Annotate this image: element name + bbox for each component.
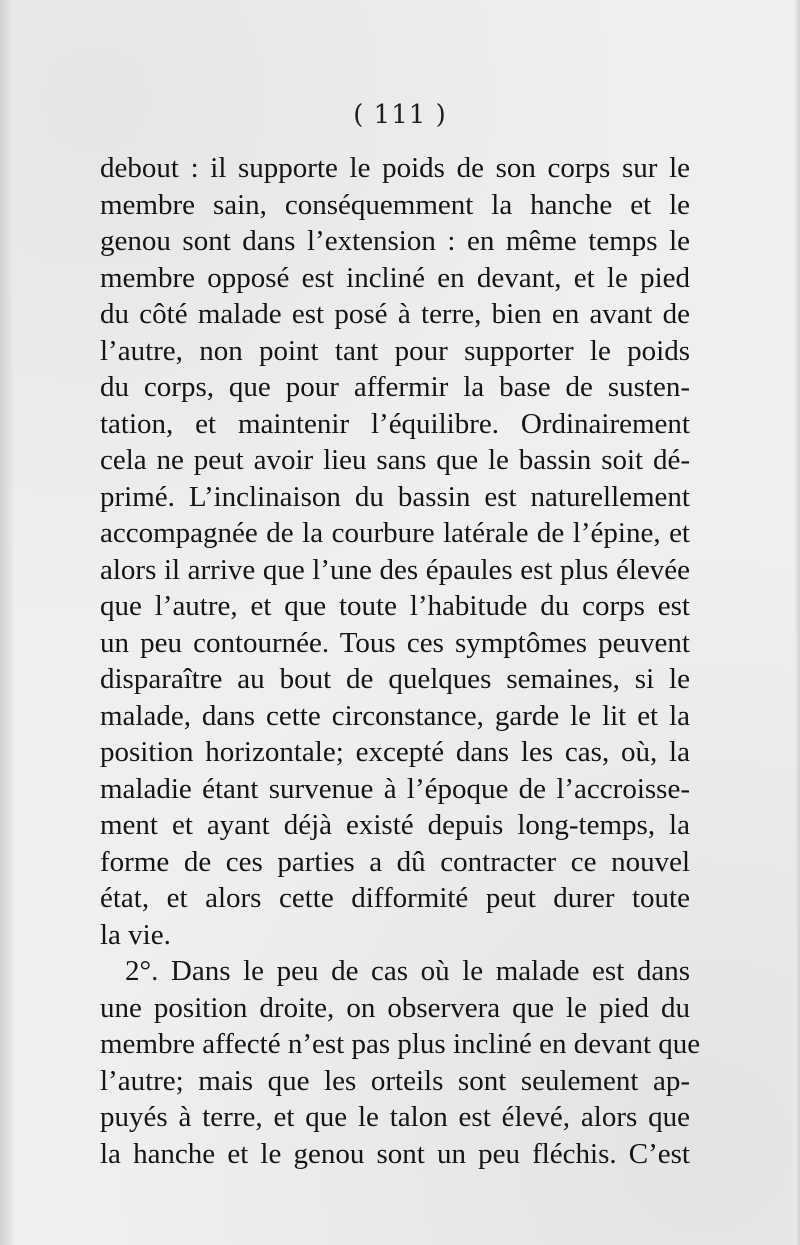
text-line: position horizontale; excepté dans les cas, où, la	[100, 736, 690, 768]
text-line: forme de ces parties a dû contracter ce nouvel	[100, 845, 690, 878]
text-line: membre opposé est incliné en devant, et le pied	[100, 261, 690, 294]
body-text	[100, 150, 701, 1172]
text-line: primé. L’inclinaison du bassin est naturellement	[100, 480, 690, 513]
text-line: l’autre; mais que les orteils sont seulement ap-	[100, 1064, 690, 1097]
page-binding-shadow	[0, 0, 14, 1245]
text-line: du côté malade est posé à terre, bien en avant de	[100, 298, 690, 330]
page-edge-shadow	[794, 0, 800, 1245]
text-line: l’autre, non point tant pour supporter le poids	[100, 334, 690, 367]
text-line: ment et ayant déjà existé depuis long-temps, la	[100, 809, 690, 841]
text-line: membre affecté n’est pas plus incliné en devant que	[100, 1028, 701, 1060]
text-line: genou sont dans l’extension : en même temps le	[100, 225, 690, 257]
text-line: alors il arrive que l’une des épaules est plus élevée	[100, 553, 690, 586]
page-number: ( 111 )	[353, 100, 447, 130]
text-line: accompagnée de la courbure latérale de l’épine, et	[100, 517, 690, 549]
text-line: malade, dans cette circonstance, garde le lit et la	[100, 699, 690, 732]
text-line: cela ne peut avoir lieu sans que le bassin soit dé-	[100, 444, 690, 476]
text-line: maladie étant survenue à l’époque de l’accroisse-	[100, 772, 690, 805]
text-line: debout : il supporte le poids de son corps sur le	[100, 152, 690, 184]
text-line: état, et alors cette difformité peut durer toute	[100, 882, 690, 914]
text-line: une position droite, on observera que le pied du	[100, 991, 690, 1024]
text-line: que l’autre, et que toute l’habitude du corps est	[100, 590, 690, 622]
text-line: puyés à terre, et que le talon est élevé, alors que	[100, 1101, 690, 1133]
text-line: du corps, que pour affermir la base de susten-	[100, 371, 690, 403]
text-line: la hanche et le genou sont un peu fléchis. C’est	[100, 1137, 690, 1170]
text-line: disparaître au bout de quelques semaines, si le	[100, 663, 690, 695]
text-line: un peu contournée. Tous ces symptômes peuvent	[100, 626, 690, 659]
paragraph-end-line: la vie.	[100, 918, 171, 951]
text-line: membre sain, conséquemment la hanche et le	[100, 188, 690, 221]
text-line: tation, et maintenir l’équilibre. Ordinairement	[100, 407, 690, 440]
paragraph-start-line: 2°. Dans le peu de cas où le malade est dans	[125, 955, 690, 987]
